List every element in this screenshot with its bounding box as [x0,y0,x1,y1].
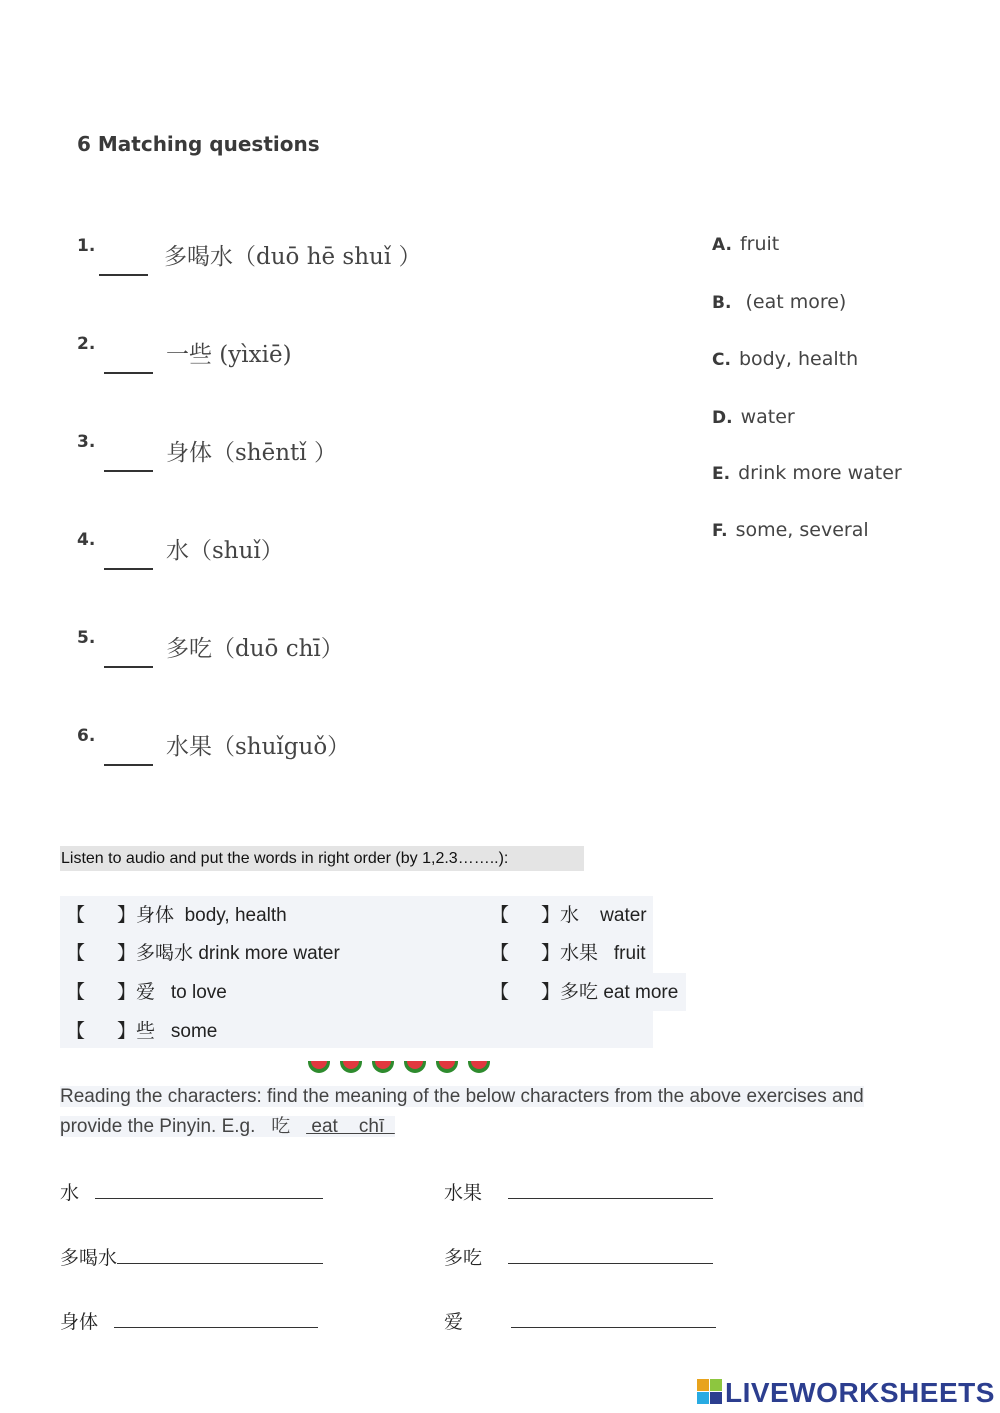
exercise-item-love [444,1307,716,1334]
exercise-answer-line[interactable] [95,1180,323,1199]
option-text: body, health [738,348,859,370]
watermelon-divider [308,1056,500,1075]
exercise-char: 爱 [444,1312,464,1333]
question-number: 4. [77,530,96,550]
option-text: fruit [739,233,780,255]
order-chinese: 水 [560,905,580,926]
option-letter: E. [712,464,731,484]
bracket-left: 【 [490,982,510,1003]
order-item-fruit [490,936,646,972]
option-text: drink more water [738,462,902,484]
question-number: 1. [77,236,96,256]
order-english: water [600,905,647,926]
exercise-char: 身体 [60,1312,99,1333]
option-c[interactable] [712,348,858,370]
option-letter: B. [712,293,732,313]
liveworksheets-logo-icon [697,1379,723,1405]
reading-instruction [60,1082,930,1142]
order-item-body [66,898,287,934]
exercise-char: 多吃 [444,1248,483,1269]
question-number: 6. [77,726,96,746]
exercise-char: 多喝水 [60,1248,118,1269]
order-english: drink more water [198,943,340,964]
bracket-right: 】 [117,943,137,964]
liveworksheets-logo [697,1377,995,1409]
exercise-item-water [60,1178,323,1205]
bracket-right: 】 [117,982,137,1003]
order-item-eat-more [490,975,678,1011]
question-3 [77,432,95,452]
watermelon-icon [372,1061,394,1073]
question-number: 2. [77,334,96,354]
order-chinese: 多吃 [560,982,599,1003]
bracket-right: 】 [117,905,137,926]
reading-line-1: Reading the characters: find the meaning of the below characters from the above exercises and [60,1086,864,1107]
order-english: eat more [603,982,679,1003]
example-char: 吃 [271,1116,291,1137]
exercise-answer-line[interactable] [511,1309,716,1328]
question-1 [77,236,95,256]
question-6 [77,726,95,746]
answer-blank-6[interactable] [104,740,153,766]
order-chinese: 些 [136,1021,156,1042]
reading-line-2 [60,1116,395,1137]
listen-instruction: Listen to audio and put the words in right order (by 1,2.3……..): [60,846,584,871]
option-text: (eat more) [739,291,847,313]
bracket-right: 】 [541,982,561,1003]
exercise-answer-line[interactable] [114,1309,318,1328]
exercise-item-body [60,1307,318,1334]
section-title: 6 Matching questions [77,132,320,156]
answer-blank-2[interactable] [104,348,153,374]
answer-blank-5[interactable] [104,642,153,668]
logo-text: LIVEWORKSHEETS [725,1377,995,1408]
answer-blank-3[interactable] [104,446,153,472]
exercise-char: 水 [60,1183,80,1204]
exercise-answer-line[interactable] [508,1180,713,1199]
option-text: some, several [735,519,869,541]
bracket-left: 【 [490,943,510,964]
option-letter: D. [712,408,733,428]
order-item-some [66,1014,217,1050]
watermelon-icon [468,1061,490,1073]
bracket-left: 【 [66,943,86,964]
watermelon-icon [340,1061,362,1073]
order-chinese: 多喝水 [136,943,194,964]
order-chinese: 水果 [560,943,599,964]
example-answer: eat chī [306,1116,395,1137]
bracket-right: 】 [541,905,561,926]
exercise-item-eat-more [444,1243,713,1270]
bracket-left: 【 [66,905,86,926]
bracket-left: 【 [66,982,86,1003]
watermelon-icon [404,1061,426,1073]
order-english: some [170,1021,218,1042]
question-term: 多喝水（duō hē shuǐ ） [164,244,422,270]
watermelon-icon [436,1061,458,1073]
question-term: 一些 (yìxiē) [166,342,292,368]
question-term: 水果（shuǐguǒ） [166,734,351,760]
order-item-love [66,975,227,1011]
exercise-answer-line[interactable] [508,1245,713,1264]
question-number: 3. [77,432,96,452]
option-letter: C. [712,350,731,370]
question-2 [77,334,95,354]
order-english: to love [170,982,227,1003]
order-item-drink [66,936,340,972]
option-e[interactable] [712,462,902,484]
bracket-left: 【 [490,905,510,926]
option-b[interactable] [712,291,846,313]
answer-blank-4[interactable] [104,544,153,570]
exercise-answer-line[interactable] [117,1245,323,1264]
question-5 [77,628,95,648]
option-f[interactable] [712,519,869,541]
option-a[interactable] [712,233,779,255]
question-term: 身体（shēntǐ ） [166,440,337,466]
question-term: 水（shuǐ） [166,538,284,564]
exercise-item-fruit [444,1178,713,1205]
bracket-left: 【 [66,1021,86,1042]
exercise-item-drink-more [60,1243,323,1270]
exercise-char: 水果 [444,1183,483,1204]
option-letter: F. [712,521,728,541]
order-chinese: 身体 [136,905,175,926]
reading-line-2-prefix: provide the Pinyin. E.g. [60,1116,256,1137]
bracket-right: 】 [541,943,561,964]
question-4 [77,530,95,550]
order-english: fruit [613,943,646,964]
question-number: 5. [77,628,96,648]
option-d[interactable] [712,406,795,428]
bracket-right: 】 [117,1021,137,1042]
order-english: body, health [184,905,287,926]
order-chinese: 爱 [136,982,156,1003]
option-text: water [740,406,795,428]
answer-blank-1[interactable] [99,250,148,276]
order-item-water [490,898,647,934]
option-letter: A. [712,235,732,255]
question-term: 多吃（duō chī） [166,636,344,662]
watermelon-icon [308,1061,330,1073]
